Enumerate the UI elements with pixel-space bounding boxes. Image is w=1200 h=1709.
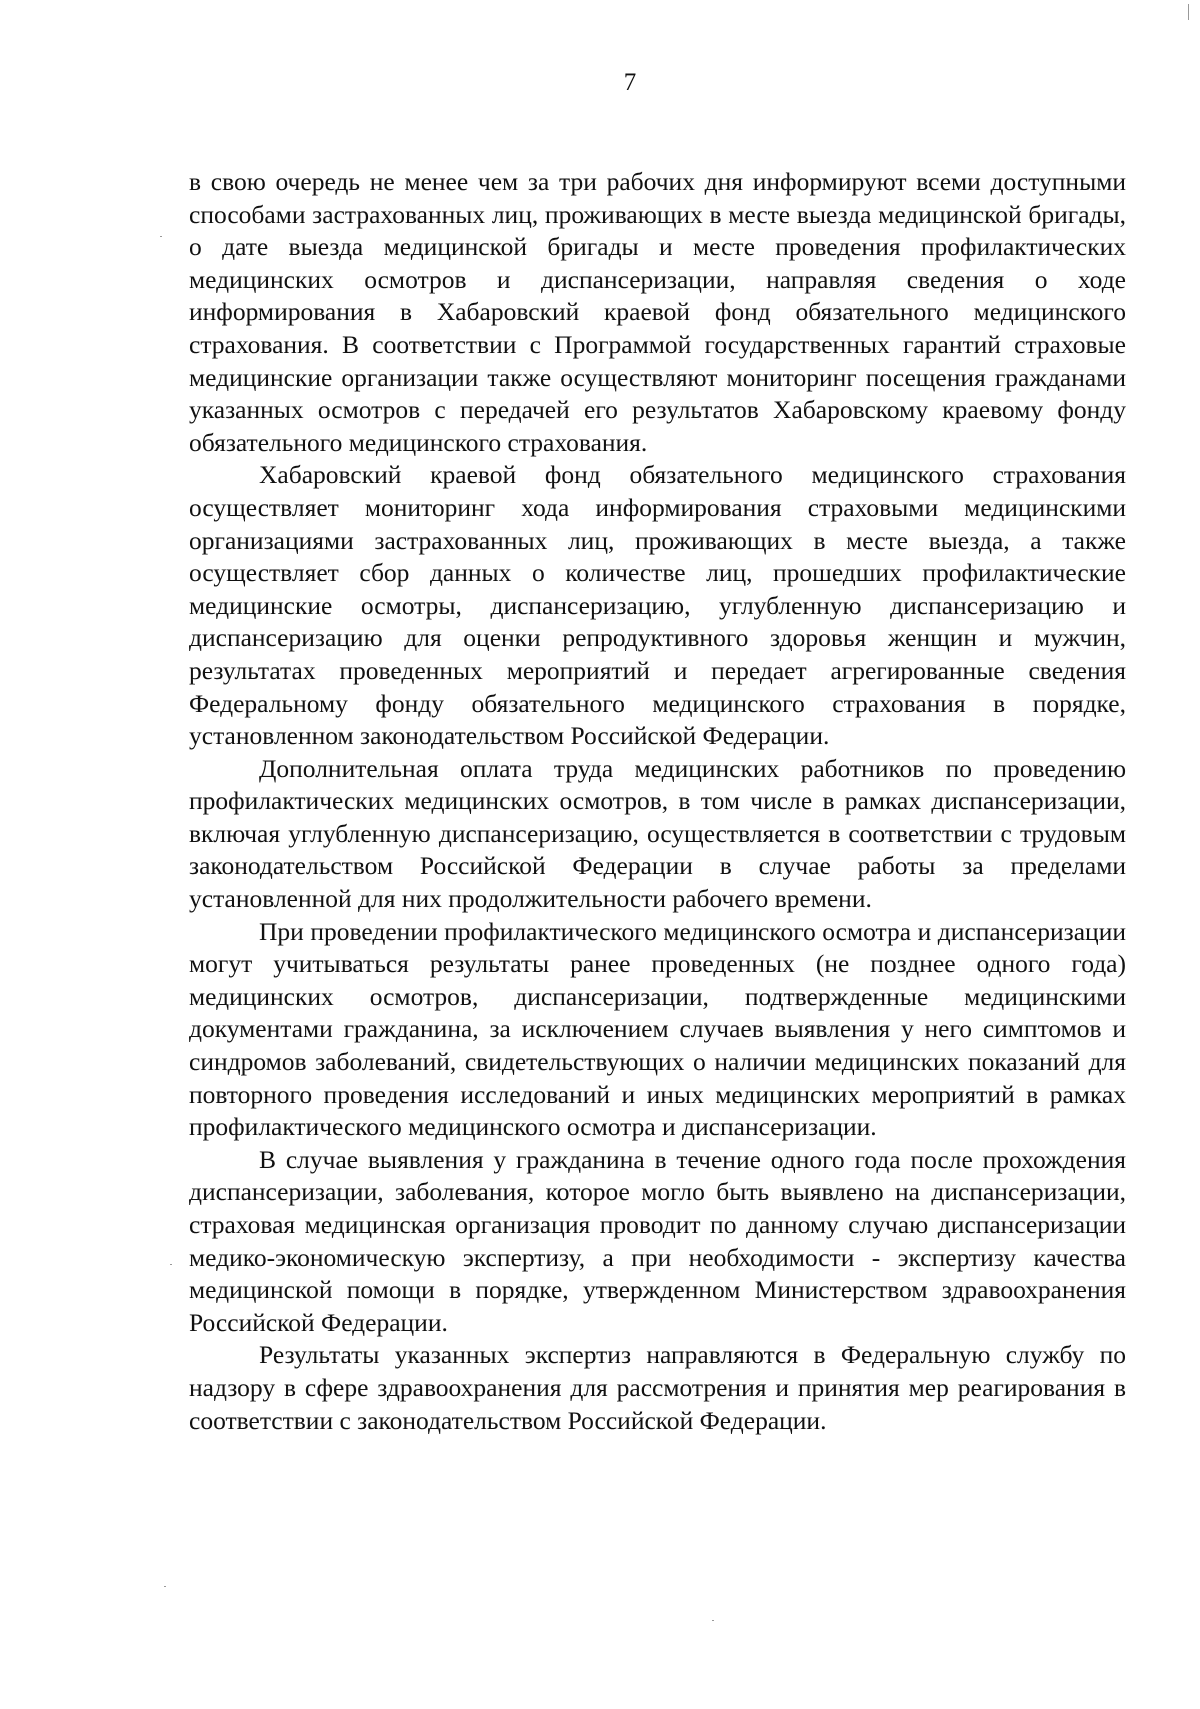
scan-mark-left-2 — [170, 1264, 172, 1265]
paragraph-2: Хабаровский краевой фонд обязательного медицинского страхования осуществляет мониторинг хода информирования страховыми медицинскими организациями застрахованных лиц, проживающих в месте выезда, а также осуществляет сбор данных о количестве лиц, прошедших профилактические медицинские осмотры, диспансеризацию, углубленную диспансеризацию и диспансеризацию для оценки репродуктивного здоровья женщин и мужчин, результатах проведенных мероприятий и передает агрегированные сведения Федеральному фонду обязательного медицинского страхования в порядке, установленном законодательством Российской Федерации. — [189, 460, 1126, 751]
paragraph-5: В случае выявления у гражданина в течение одного года после прохождения диспансеризации, заболевания, которое могло быть выявлено на диспансеризации, страховая медицинская организация проводит по данному случаю диспансеризации медико-экономическую экспертизу, а при необходимости - экспертизу качества медицинской помощи в порядке, утвержденном Министерством здравоохранения Российской Федерации. — [189, 1144, 1126, 1337]
scan-mark-left-1 — [160, 236, 162, 237]
paragraph-6: Результаты указанных экспертиз направляются в Федеральную службу по надзору в сфере здравоохранения для рассмотрения и принятия мер реагирования в соответствии с законодательством Российской Федерации. — [189, 1340, 1126, 1435]
scan-mark-left-3 — [164, 1586, 166, 1587]
scan-mark-top-right — [1188, 4, 1189, 20]
paragraph-4: При проведении профилактического медицинского осмотра и диспансеризации могут учитываться результаты ранее проведенных (не позднее одного года) медицинских осмотров, диспансеризации, подтвержденные медицинскими документами гражданина, за исключением случаев выявления у него симптомов и синдромов заболеваний, свидетельствующих о наличии медицинских показаний для повторного проведения исследований и иных медицинских мероприятий в рамках профилактического медицинского осмотра и диспансеризации. — [189, 916, 1126, 1142]
scan-mark-bottom — [712, 1620, 714, 1621]
paragraph-3: Дополнительная оплата труда медицинских работников по проведению профилактических медицинских осмотров, в том числе в рамках диспансеризации, включая углубленную диспансеризацию, осуществляется в соответствии с трудовым законодательством Российской Федерации в случае работы за пределами установленной для них продолжительности рабочего времени. — [189, 753, 1126, 914]
document-body — [189, 166, 1126, 1437]
paragraph-1: в свою очередь не менее чем за три рабочих дня информируют всеми доступными способами застрахованных лиц, проживающих в месте выезда медицинской бригады, о дате выезда медицинской бригады и месте проведения профилактических медицинских осмотров и диспансеризации, направляя сведения о ходе информирования в Хабаровский краевой фонд обязательного медицинского страхования. В соответствии с Программой государственных гарантий страховые медицинские организации также осуществляют мониторинг посещения гражданами указанных осмотров с передачей его результатов Хабаровскому краевому фонду обязательного медицинского страхования. — [189, 167, 1126, 457]
page-number: 7 — [623, 69, 637, 96]
